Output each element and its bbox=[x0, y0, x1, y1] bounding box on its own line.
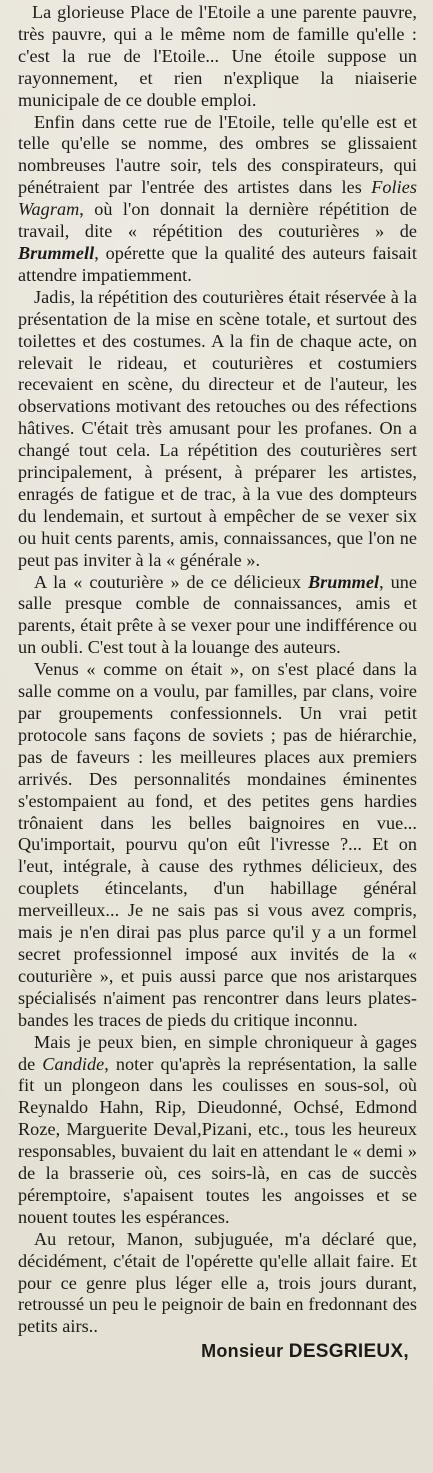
paragraph-7-text: Au retour, Manon, subjuguée, m'a déclaré que, décidément, c'était de l'opérette qu'elle allait faire. Et pour ce genre plus léger elle a, trois jours durant, retroussé un peu le peignoir de bain en fredonnant des petits airs.. bbox=[18, 1228, 417, 1337]
article-body bbox=[18, 2, 417, 1338]
paragraph-4-text-a: A la « couturière » de ce délicieux bbox=[34, 571, 308, 592]
paragraph-2-text-b: , où l'on donnait la dernière répétition de travail, dite « répétition des couturières » de bbox=[18, 199, 417, 242]
paragraph-3 bbox=[18, 287, 417, 572]
paragraph-2-text-a: Enfin dans cette rue de l'Etoile, telle qu'elle est et telle qu'elle se nomme, des ombres se glissaient nombreuses l'autre soir, tels des conspirateurs, qui pénétraient par l'entrée des artistes dans les bbox=[18, 111, 417, 198]
paragraph-4-text-b: , une salle presque comble de connaissances, amis et parents, était prête à se vexer pour une indifférence ou un oubli. C'est tout à la louange des auteurs. bbox=[18, 571, 417, 658]
paragraph-2 bbox=[18, 112, 417, 287]
journal-name: Candide bbox=[42, 1053, 105, 1074]
operetta-title: Brummell bbox=[18, 242, 95, 263]
operetta-title-2: Brummel bbox=[307, 571, 380, 592]
paragraph-5 bbox=[18, 659, 417, 1031]
paragraph-6-text-a: Mais je peux bien, en simple chroniqueur à gages de bbox=[18, 1031, 417, 1074]
paragraph-2-text-c: , opérette que la qualité des auteurs faisait attendre impatiemment. bbox=[18, 242, 417, 285]
paragraph-5-text: Venus « comme on était », on s'est placé dans la salle comme on a voulu, par familles, par clans, voire par groupements confessionnels. Un vrai petit protocole sans façons de soviets ; pas de hiérarchie, pas de faveurs : les meilleures places aux premiers arrivés. Des personnalités mondaines éminentes s'estompaient au fond, et des petites gens hardies trônaient dans les belles baignoires en vue... Qu'importait, pourvu qu'on eût l'ivresse ?... Et on l'eut, intégrale, à cause des rythmes délicieux, des couplets étincelants, d'un habillage général merveilleux... Je ne sais pas si vous avez compris, mais je n'en dirai pas plus parce qu'il y a un formel secret professionnel imposé aux invités de la « couturière », et puis aussi parce que nos aristarques spécialisés n'aiment pas rencontrer dans leurs plates-bandes les traces de pieds du critique inconnu. bbox=[18, 659, 417, 1030]
signature-title: Monsieur bbox=[201, 1341, 284, 1362]
paragraph-1-text: La glorieuse Place de l'Etoile a une parente pauvre, très pauvre, qui a le même nom de famille qu'elle : c'est la rue de l'Etoile... Une étoile suppose un rayonnement, et rien n'explique la niaiserie municipale de ce double emploi. bbox=[18, 2, 417, 110]
author-signature bbox=[18, 1338, 417, 1365]
paragraph-1 bbox=[18, 2, 417, 112]
paragraph-6 bbox=[18, 1032, 417, 1229]
venue-name: Folies Wagram bbox=[18, 177, 417, 220]
paragraph-7 bbox=[18, 1229, 417, 1339]
paragraph-4 bbox=[18, 572, 417, 660]
paragraph-6-text-b: , noter qu'après la représentation, la salle fit un plongeon dans les coulisses en sous-sol, où Reynaldo Hahn, Rip, Dieudonné, Ochsé, Edmond Roze, Marguerite Deval,Pizani, etc., tous les heureux responsables, buvaient du lait en attendant le « demi » de la brasserie où, ces soirs-là, en cas de succès péremptoire, s'apaisent toutes les angoisses et se nouent toutes les espérances. bbox=[18, 1053, 417, 1227]
signature-name: DESGRIEUX, bbox=[288, 1341, 409, 1363]
paragraph-3-text: Jadis, la répétition des couturières était réservée à la présentation de la mise en scène totale, et surtout des toilettes et des costumes. A la fin de chaque acte, on relevait le rideau, et couturières et costumiers recevaient en scène, du directeur et de l'auteur, les observations motivant des retouches ou des réfections hâtives. C'était très amusant pour les profanes. On a changé tout cela. La répétition des couturières sert principalement, à présent, à préparer les artistes, enragés de fatigue et de trac, à la vue des dompteurs du lendemain, et surtout à empêcher de se vexer six ou huit cents parents, amis, connaissances, que l'on ne peut pas inviter à la « générale ». bbox=[18, 286, 417, 570]
